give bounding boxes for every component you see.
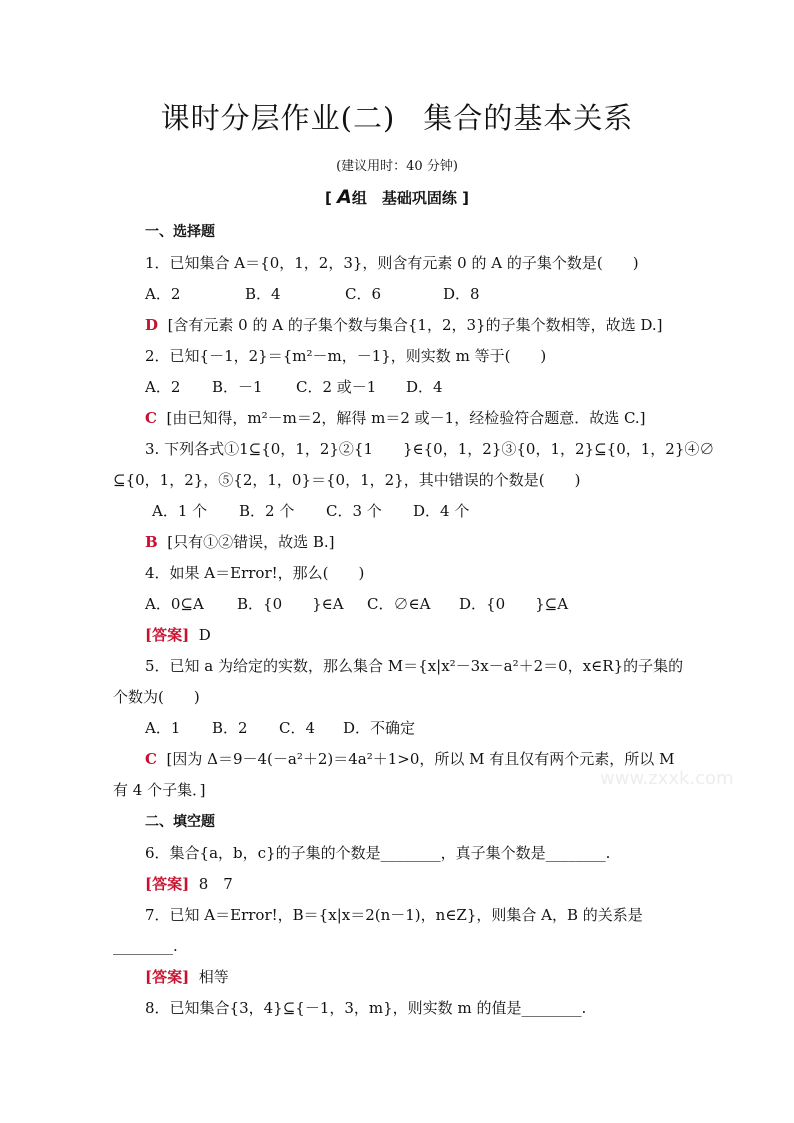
q3-solution: B [只有①②错误，故选 B.] — [145, 533, 335, 551]
q5-solution-line1: C [因为 Δ＝9－4(－a²＋2)＝4a²＋1>0，所以 M 有且仅有两个元素，所以 M — [145, 750, 675, 768]
q7-answer: [答案] 相等 — [145, 968, 229, 986]
answer-tag: [答案] — [145, 875, 190, 893]
answer-key: C — [145, 750, 157, 768]
group-label: 组 基础巩固练 — [351, 189, 457, 207]
q2-stem: 2．已知{－1，2}＝{m²－m，－1}，则实数 m 等于( ) — [145, 347, 547, 365]
answer-key: B — [145, 533, 158, 551]
q1-options: A．2 B．4 C．6 D．8 — [145, 285, 480, 303]
q4-stem: 4．如果 A＝Error!，那么( ) — [145, 564, 365, 582]
q8-stem: 8．已知集合{3，4}⊆{－1，3，m}，则实数 m 的值是________. — [145, 999, 587, 1017]
q5-options: A．1 B．2 C．4 D．不确定 — [145, 719, 416, 737]
section-fill: 二、填空题 — [145, 814, 215, 830]
q1-stem: 1．已知集合 A＝{0，1，2，3}，则含有元素 0 的 A 的子集个数是( ) — [145, 254, 639, 272]
answer-key: C — [145, 409, 157, 427]
title-topic: 集合的基本关系 — [423, 101, 634, 135]
q4-answer: [答案] D — [145, 626, 211, 644]
q5-stem-line1: 5．已知 a 为给定的实数，那么集合 M＝{x|x²－3x－a²＋2＝0，x∈R}的子集的 — [145, 657, 684, 675]
group-letter: A — [337, 186, 352, 208]
section-choice: 一、选择题 — [145, 224, 215, 240]
q3-stem-line2: ⊆{0，1，2}，⑤{2，1，0}＝{0，1，2}，其中错误的个数是( ) — [113, 471, 581, 489]
q3-options: A．1 个 B．2 个 C．3 个 D．4 个 — [152, 502, 470, 520]
title-main: 课时分层作业(二) — [160, 101, 396, 135]
q6-answer: [答案] 8 7 — [145, 875, 233, 893]
q3-stem-line1: 3. 下列各式①1⊆{0，1，2}②{1 }∈{0，1，2}③{0，1，2}⊆{0，1，2}④∅ — [145, 440, 715, 458]
watermark: www.zxxk.com — [600, 768, 734, 789]
q5-stem-line2: 个数为( ) — [113, 688, 200, 706]
q2-solution: C [由已知得，m²－m＝2，解得 m＝2 或－1，经检验符合题意．故选 C.] — [145, 409, 646, 427]
q4-options: A．0⊆A B．{0 }∈A C．∅∈A D．{0 }⊆A — [145, 595, 569, 613]
answer-tag: [答案] — [145, 626, 190, 644]
q1-solution: D [含有元素 0 的 A 的子集个数与集合{1，2，3}的子集个数相等，故选 D.] — [145, 316, 663, 334]
page-title — [0, 96, 794, 137]
answer-tag: [答案] — [145, 968, 190, 986]
q5-solution-line2: 有 4 个子集．] — [113, 781, 206, 799]
q2-options: A．2 B．－1 C．2 或－1 D．4 — [145, 378, 443, 396]
q7-stem-line2: ________. — [113, 937, 178, 955]
suggested-time: (建议用时：40 分钟) — [336, 159, 458, 174]
group-header: [ A组 基础巩固练 ] — [325, 186, 469, 208]
q6-stem: 6．集合{a，b，c}的子集的个数是________，真子集个数是________. — [145, 844, 611, 862]
q7-stem-line1: 7．已知 A＝Error!，B＝{x|x＝2(n－1)，n∈Z}，则集合 A，B 的关系是 — [145, 906, 643, 924]
answer-key: D — [145, 316, 159, 334]
